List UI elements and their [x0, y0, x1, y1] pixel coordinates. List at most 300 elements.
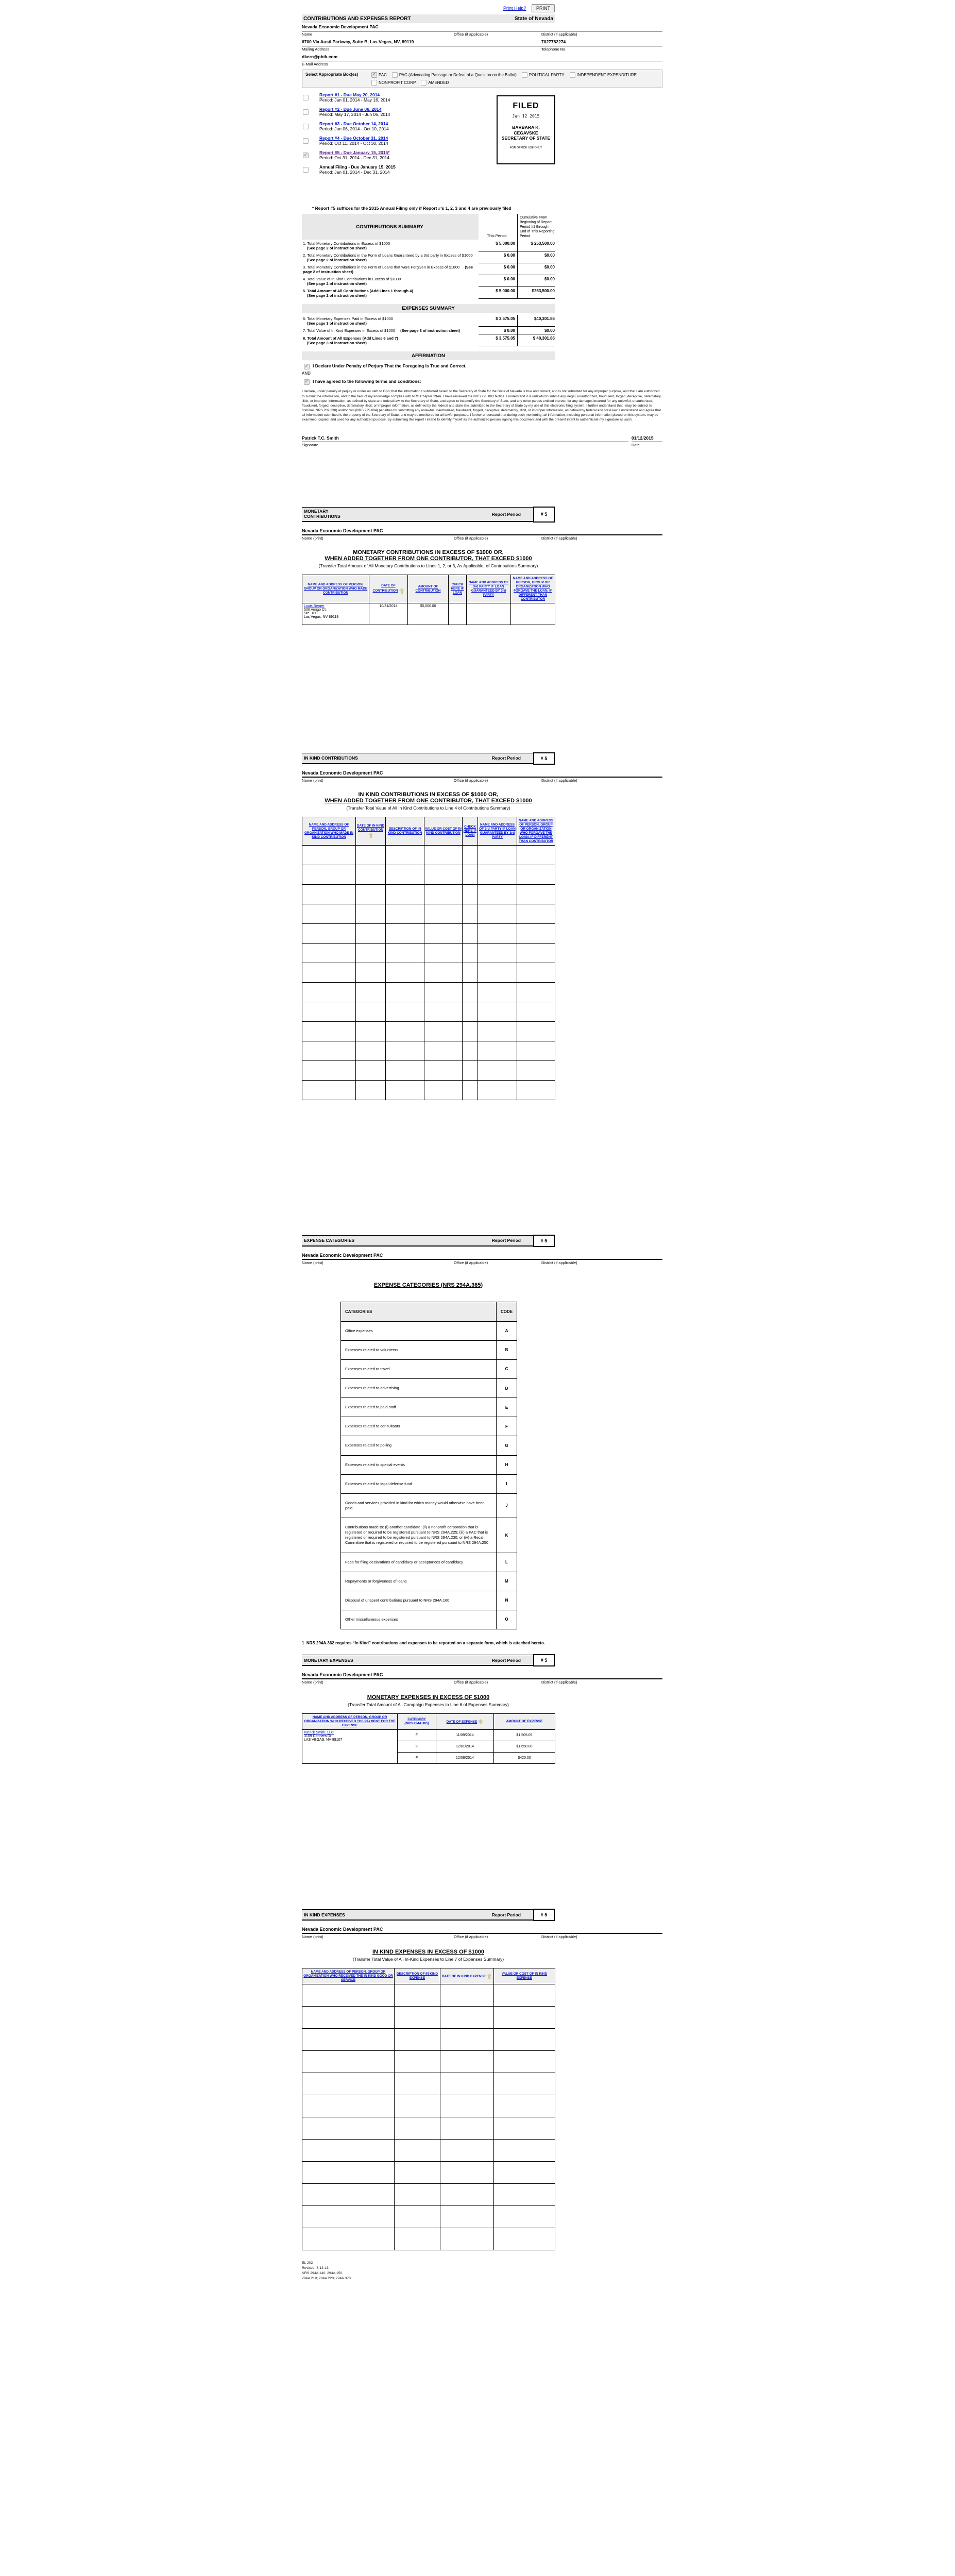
empty-cell	[494, 2051, 555, 2073]
page-monetary-expenses	[302, 1655, 662, 1764]
summary-row-3	[302, 263, 555, 275]
expense-category-cell: F	[398, 1741, 436, 1753]
empty-cell	[356, 845, 386, 865]
empty-cell	[440, 2206, 494, 2228]
pac-ballot-checkbox[interactable]	[392, 72, 398, 78]
empty-cell	[463, 923, 478, 943]
empty-cell	[478, 943, 517, 963]
column-header-amount[interactable]: AMOUNT OF EXPENSE	[494, 1714, 555, 1730]
empty-cell	[395, 2184, 440, 2206]
category-code: C	[497, 1359, 517, 1378]
cumulative-amount: $40,301.86	[518, 315, 555, 327]
expense-date-cell: 12/01/2014	[436, 1741, 494, 1753]
empty-cell	[356, 963, 386, 982]
district-label: District (if applicable)	[541, 1260, 577, 1265]
section-bar-label: MONETARY EXPENSES	[304, 1657, 353, 1663]
and-label: AND	[302, 371, 311, 376]
report-4-link[interactable]: Report #4 - Due October 31, 2014	[319, 136, 388, 141]
select-box-label: Select Appropriate Box(es)	[305, 72, 359, 77]
empty-row	[302, 1984, 555, 2007]
empty-cell	[302, 1080, 356, 1100]
category-row	[341, 1572, 517, 1591]
mailing-address-label: Mailing Address	[302, 47, 329, 52]
column-header-loan-forgiver[interactable]: NAME AND ADDRESS OF PERSON, GROUP OR ORGANIZATION WHO FORGAVE THE LOAN, IF DIFFERENT THAN CONTRIBUTOR	[511, 575, 555, 603]
empty-cell	[395, 2029, 440, 2051]
empty-cell	[386, 1002, 424, 1021]
empty-cell	[478, 1041, 517, 1060]
category-row	[341, 1379, 517, 1398]
option-nonprofit-corp[interactable]	[371, 80, 416, 86]
column-header-value[interactable]: VALUE OR COST OF IN KIND EXPENSE	[494, 1968, 555, 1984]
empty-cell	[302, 2051, 395, 2073]
section-bar	[302, 753, 555, 764]
empty-row	[302, 982, 555, 1002]
empty-cell	[302, 923, 356, 943]
cumulative-column-header: Cumulative From Beginning of Report Period #1 through End of This Reporting Period	[520, 216, 555, 239]
empty-cell	[386, 884, 424, 904]
state-label: State of Nevada	[514, 16, 553, 22]
cumulative-amount: $0.00	[518, 327, 555, 334]
form-statutes-line1: NRS 294A.140; 294A.150;	[302, 2271, 344, 2275]
summary-row-8	[302, 334, 555, 346]
empty-cell	[424, 845, 463, 865]
empty-cell	[395, 2051, 440, 2073]
filing-document	[302, 0, 662, 2281]
empty-cell	[517, 865, 555, 884]
empty-cell	[517, 1060, 555, 1080]
option-pac-ballot[interactable]	[392, 72, 517, 78]
empty-cell	[517, 845, 555, 865]
empty-cell	[386, 1041, 424, 1060]
empty-cell	[463, 963, 478, 982]
empty-cell	[386, 865, 424, 884]
category-label: Expenses related to paid staff	[341, 1398, 497, 1417]
entity-strip	[302, 1253, 662, 1267]
report-period-label: Report Period	[491, 1657, 521, 1663]
expense-amount-cell: $1,505.05	[494, 1730, 555, 1741]
expense-amount-cell: $1,650.00	[494, 1741, 555, 1753]
report-3-link[interactable]: Report #3 - Due October 14, 2014	[319, 121, 388, 126]
empty-cell	[302, 1984, 395, 2007]
office-label: Office (if applicable)	[454, 1260, 488, 1265]
empty-cell	[302, 1060, 356, 1080]
category-label: Goods and services provided in kind for which money would otherwise have been paid	[341, 1493, 497, 1518]
this-period-amount: $ 0.00	[479, 251, 518, 263]
category-row	[341, 1340, 517, 1359]
entity-strip	[302, 1927, 662, 1941]
report-title-bar	[302, 14, 555, 23]
category-row	[341, 1518, 517, 1553]
empty-cell	[395, 2162, 440, 2184]
row-sublabel: (See page 2 of instruction sheet)	[303, 265, 473, 275]
empty-cell	[478, 845, 517, 865]
office-label: Office (if applicable)	[454, 1934, 488, 1940]
empty-row	[302, 1021, 555, 1041]
report-2-link[interactable]: Report #2 - Due June 06, 2014	[319, 107, 382, 112]
empty-row	[302, 2206, 555, 2228]
empty-cell	[463, 904, 478, 923]
empty-cell	[440, 2029, 494, 2051]
category-code: M	[497, 1572, 517, 1591]
office-use-label: FOR OFFICE USE ONLY	[509, 146, 542, 149]
row-label: 3. Total Monetary Contributions in the Form of Loans that were Forgiven in Excess of $1000	[303, 265, 460, 270]
column-header-3rd-party[interactable]: NAME AND ADDRESS OF 3rd PARTY IF LOAN GUARANTEED BY 3rd PARTY	[467, 575, 511, 603]
empty-cell	[302, 2184, 395, 2206]
sort-ascending-icon[interactable]	[478, 1719, 483, 1725]
column-header-category[interactable]: CATEGORY (NRS 294A.365)	[398, 1714, 436, 1730]
declare-checkbox[interactable]	[304, 364, 310, 369]
column-header-loan-check[interactable]: CHECK HERE IF LOAN	[449, 575, 467, 603]
empty-cell	[302, 963, 356, 982]
annual-filing-checkbox[interactable]	[303, 167, 309, 173]
empty-cell	[463, 884, 478, 904]
empty-cell	[440, 2095, 494, 2117]
empty-row	[302, 1041, 555, 1060]
report-title: CONTRIBUTIONS AND EXPENSES REPORT	[303, 16, 411, 22]
empty-cell	[517, 904, 555, 923]
empty-cell	[424, 1080, 463, 1100]
print-help-link[interactable]: Print Help?	[503, 6, 526, 11]
empty-cell	[478, 1080, 517, 1100]
sort-ascending-icon[interactable]	[399, 588, 404, 594]
name-print-label: Name (print)	[302, 1680, 323, 1685]
category-statute-note: (NRS 294A.365)	[404, 1722, 429, 1726]
filed-stamp-date: Jan 12 2015	[512, 114, 540, 119]
empty-cell	[440, 2007, 494, 2029]
column-header-loan-forgiver[interactable]: NAME AND ADDRESS OF PERSON, GROUP OR ORGANIZATION WHO FORGAVE THE LOAN, IF DIFFERENT THAN CONTRIBUTOR	[517, 817, 555, 845]
signature-date-value: 01/12/2015	[632, 435, 662, 442]
empty-cell	[356, 1002, 386, 1021]
empty-cell	[386, 904, 424, 923]
column-header-value[interactable]: VALUE OR COST OF IN KIND CONTRIBUTION	[424, 817, 463, 845]
empty-cell	[494, 2117, 555, 2140]
district-label: District (if applicable)	[541, 1680, 577, 1685]
empty-cell	[463, 943, 478, 963]
category-row	[341, 1493, 517, 1518]
empty-row	[302, 2095, 555, 2117]
expense-category-cell: F	[398, 1730, 436, 1741]
this-period-amount: $ 0.00	[479, 275, 518, 287]
report-3-checkbox[interactable]	[303, 124, 309, 129]
expenses-summary	[302, 315, 555, 346]
column-header-amount[interactable]: AMOUNT OF CONTRIBUTION	[408, 575, 449, 603]
agree-label: I have agreed to the following terms and conditions:	[313, 379, 421, 384]
category-code: L	[497, 1553, 517, 1572]
affirmation-agree-row	[302, 379, 662, 385]
section-bar-label: IN KIND EXPENSES	[304, 1912, 345, 1917]
summary-row-1	[302, 240, 555, 251]
section-heading-line1: MONETARY CONTRIBUTIONS IN EXCESS OF $1000 OR,	[353, 549, 504, 555]
category-code: K	[497, 1518, 517, 1553]
row-sublabel: (See page 2 of instruction sheet)	[307, 246, 367, 251]
empty-cell	[517, 923, 555, 943]
name-print-label: Name (print)	[302, 1934, 323, 1940]
sort-ascending-icon[interactable]	[487, 1974, 492, 1979]
report-1-link[interactable]: Report #1 - Due May 20, 2014	[319, 92, 380, 97]
telephone-label: Telephone No.	[541, 47, 567, 52]
empty-row	[302, 845, 555, 865]
empty-cell	[302, 2007, 395, 2029]
report-item-3	[302, 121, 662, 132]
category-label: Expenses related to polling	[341, 1436, 497, 1455]
column-header-contributor[interactable]: NAME AND ADDRESS OF PERSON, GROUP OR ORGANIZATION WHO MADE CONTRIBUTION	[302, 575, 369, 603]
empty-row	[302, 904, 555, 923]
payee-name-link[interactable]: Patrick Smith, LLC	[304, 1731, 334, 1735]
section-bar-label: MONETARY CONTRIBUTIONS	[304, 509, 340, 519]
empty-row	[302, 884, 555, 904]
empty-cell	[302, 2228, 395, 2250]
contributor-address-line: Las Vegas, NV 89119	[304, 615, 339, 619]
office-label: Office (if applicable)	[454, 778, 488, 783]
affirmation-declare-row	[302, 363, 662, 369]
empty-cell	[395, 1984, 440, 2007]
column-header-description[interactable]: DESCRIPTION OF IN KIND EXPENSE	[395, 1968, 440, 1984]
empty-cell	[463, 1021, 478, 1041]
monetary-contributions-table	[302, 575, 555, 625]
empty-cell	[356, 865, 386, 884]
empty-cell	[395, 2007, 440, 2029]
column-header-date[interactable]: DATE OF EXPENSE	[436, 1714, 494, 1730]
this-period-amount: $ 5,000.00	[479, 240, 518, 251]
empty-cell	[517, 1080, 555, 1100]
print-button[interactable]: PRINT	[532, 4, 555, 12]
this-period-amount: $ 0.00	[479, 327, 518, 334]
category-row	[341, 1359, 517, 1378]
telephone-value: 7027782274	[541, 39, 566, 44]
report-5-link[interactable]: Report #5 - Due January 15, 2015*	[319, 150, 390, 155]
empty-cell	[494, 2206, 555, 2228]
category-code: D	[497, 1379, 517, 1398]
category-code: B	[497, 1340, 517, 1359]
empty-cell	[494, 2029, 555, 2051]
empty-row	[302, 1002, 555, 1021]
expense-categories-table	[340, 1302, 517, 1629]
empty-cell	[478, 1021, 517, 1041]
empty-cell	[440, 2117, 494, 2140]
report-number-box: # 5	[533, 507, 555, 523]
row-sublabel: (See page 2 of instruction sheet)	[307, 293, 367, 298]
section-subtitle: (Transfer Total Amount of All Campaign Expenses to Line 6 of Expenses Summary)	[348, 1702, 509, 1708]
column-header-payee[interactable]: NAME AND ADDRESS OF PERSON, GROUP OR ORGANIZATION WHO RECEIVED THE PAYMENT FOR THE EXPENSE	[302, 1714, 398, 1730]
signature-block	[302, 435, 662, 447]
cumulative-amount: $ 253,500.00	[518, 240, 555, 251]
row-label: 1. Total Monetary Contributions in Excess of $1000	[303, 241, 390, 246]
empty-cell	[517, 963, 555, 982]
option-amended[interactable]	[421, 80, 449, 86]
loan-check-cell	[449, 603, 467, 625]
empty-row	[302, 2228, 555, 2250]
empty-cell	[302, 2140, 395, 2162]
district-label: District (if applicable)	[541, 1934, 577, 1940]
entity-strip	[302, 528, 662, 542]
page-expense-categories	[302, 1235, 662, 1645]
report-4-checkbox[interactable]	[303, 138, 309, 144]
signature-label: Signature	[302, 443, 319, 448]
empty-cell	[440, 2073, 494, 2095]
empty-cell	[302, 2029, 395, 2051]
report-3-period: Period: Jun 06, 2014 - Oct 10, 2014	[319, 126, 389, 131]
contributor-name-link[interactable]: Louis Berger	[304, 604, 325, 608]
empty-row	[302, 2162, 555, 2184]
empty-cell	[395, 2095, 440, 2117]
category-row	[341, 1455, 517, 1474]
empty-cell	[302, 2162, 395, 2184]
column-header-code: CODE	[497, 1302, 517, 1321]
annual-filing-title: Annual Filing - Due January 15, 2015	[319, 164, 396, 170]
column-header-loan-check[interactable]: CHECK HERE IF LOAN	[463, 817, 478, 845]
empty-cell	[517, 884, 555, 904]
amended-label: AMENDED	[428, 80, 449, 85]
empty-cell	[356, 943, 386, 963]
category-code: J	[497, 1493, 517, 1518]
table-header-row	[302, 1714, 555, 1730]
entity-name-value: Nevada Economic Development PAC	[302, 770, 662, 778]
column-header-categories: CATEGORIES	[341, 1302, 497, 1321]
column-header-description[interactable]: DESCRIPTION OF IN KIND CONTRIBUTION	[386, 817, 424, 845]
column-header-date[interactable]: DATE OF CONTRIBUTION	[369, 575, 408, 603]
form-footer	[302, 2261, 662, 2281]
option-political-party[interactable]	[522, 72, 565, 78]
empty-cell	[517, 1021, 555, 1041]
office-label: Office (if applicable)	[454, 535, 488, 541]
table-header-row	[302, 1968, 555, 1984]
empty-cell	[478, 982, 517, 1002]
this-period-column-header: This Period	[479, 214, 518, 240]
pac-checkbox[interactable]	[371, 72, 377, 78]
empty-cell	[302, 1041, 356, 1060]
expenses-summary-title: EXPENSES SUMMARY	[302, 304, 555, 313]
empty-cell	[517, 1002, 555, 1021]
empty-cell	[424, 982, 463, 1002]
page-in-kind-contributions	[302, 753, 662, 1100]
summary-row-4	[302, 275, 555, 287]
empty-cell	[463, 1080, 478, 1100]
form-number: EL 202	[302, 2261, 313, 2265]
email-strip	[302, 54, 662, 68]
empty-cell	[494, 1984, 555, 2007]
contributor-address-line: 500 Amigo Ct.	[304, 608, 327, 612]
this-period-amount: $ 5,000.00	[479, 287, 518, 299]
empty-cell	[440, 2162, 494, 2184]
category-code: N	[497, 1591, 517, 1610]
sort-ascending-icon[interactable]	[368, 833, 373, 838]
section-heading: IN KIND EXPENSES IN EXCESS OF $1000	[372, 1949, 485, 1956]
empty-cell	[440, 1984, 494, 2007]
report-item-2	[302, 107, 662, 117]
expense-category-cell: F	[398, 1753, 436, 1764]
empty-cell	[424, 1041, 463, 1060]
3rd-party-cell	[467, 603, 511, 625]
empty-cell	[463, 1002, 478, 1021]
option-independent-expenditure[interactable]	[570, 72, 637, 78]
empty-cell	[424, 943, 463, 963]
report-number-box: # 5	[533, 1654, 555, 1666]
summary-row-2	[302, 251, 555, 263]
empty-cell	[494, 2095, 555, 2117]
empty-cell	[463, 845, 478, 865]
entity-strip	[302, 770, 662, 784]
contributor-address-line: Ste. 100	[304, 611, 318, 615]
political-party-checkbox[interactable]	[522, 72, 527, 78]
empty-row	[302, 2029, 555, 2051]
column-header-3rd-party[interactable]: NAME AND ADDRESS OF 3rd PARTY IF LOAN GUARANTEED BY 3rd PARTY	[478, 817, 517, 845]
summary-row-5	[302, 287, 555, 299]
empty-cell	[386, 845, 424, 865]
empty-cell	[494, 2162, 555, 2184]
column-header-recipient[interactable]: NAME AND ADDRESS OF PERSON, GROUP OR ORGANIZATION WHO RECEIVED THE IN KIND GOOD OR SERVICE	[302, 1968, 395, 1984]
report-2-checkbox[interactable]	[303, 109, 309, 115]
office-label: Office (if applicable)	[454, 1680, 488, 1685]
report-5-checkbox[interactable]	[303, 153, 309, 158]
contribution-amount-cell: $5,000.00	[408, 603, 449, 625]
category-row	[341, 1610, 517, 1629]
district-label: District (if applicable)	[541, 535, 577, 541]
option-pac[interactable]	[371, 72, 387, 78]
empty-row	[302, 2184, 555, 2206]
empty-cell	[395, 2140, 440, 2162]
column-header-contributor[interactable]: NAME AND ADDRESS OF PERSON, GROUP OR ORGANIZATION WHO MADE IN KIND CONTRIBUTION	[302, 817, 356, 845]
category-row	[341, 1591, 517, 1610]
in-kind-footnote: 1 NRS 294A.362 requires “In Kind” contributions and expenses to be reported on a separate form, which is attached hereto.	[302, 1641, 545, 1646]
row-label: 7. Total Value of In Kind Expenses in Excess of $1000	[303, 328, 396, 333]
empty-cell	[517, 982, 555, 1002]
section-heading-line2: WHEN ADDED TOGETHER FROM ONE CONTRIBUTOR, THAT EXCEED $1000	[325, 555, 532, 562]
category-row	[341, 1321, 517, 1340]
empty-row	[302, 963, 555, 982]
report-item-annual	[302, 164, 662, 175]
row-label: 6. Total Monetary Expenses Paid in Excess of $1000	[303, 316, 393, 322]
contributions-summary-title: CONTRIBUTIONS SUMMARY	[302, 214, 479, 240]
section-subtitle: (Transfer Total Value of All In-Kind Expenses to Line 7 of Expenses Summary)	[352, 1957, 504, 1962]
category-code: O	[497, 1610, 517, 1629]
empty-cell	[424, 904, 463, 923]
empty-cell	[302, 2206, 395, 2228]
column-header-date[interactable]: DATE OF IN KIND CONTRIBUTION	[356, 817, 386, 845]
empty-cell	[463, 982, 478, 1002]
category-label: Contributions made to: (i) another candidate; (ii) a nonprofit corporation that is registered or required to be registered pursuant to NRS 294A.225; (iii) a PAC that is registered or required to be registered pursuant to NRS 294A.230; or (iv) a Recall Committee that is registered or required to be registered pursuant to NRS 294A.250	[341, 1518, 497, 1553]
agree-checkbox[interactable]	[304, 379, 310, 385]
independent-expenditure-checkbox[interactable]	[570, 72, 575, 78]
empty-row	[302, 1080, 555, 1100]
cumulative-amount: $253,500.00	[518, 287, 555, 299]
report-period-label: Report Period	[491, 511, 521, 517]
empty-cell	[386, 923, 424, 943]
category-row	[341, 1398, 517, 1417]
empty-cell	[386, 943, 424, 963]
section-heading: EXPENSE CATEGORIES (NRS 294A.365)	[373, 1282, 483, 1288]
empty-cell	[478, 904, 517, 923]
form-statutes-line2: 294A.210; 294A.220; 294A.373	[302, 2276, 351, 2280]
empty-cell	[463, 865, 478, 884]
empty-cell	[463, 1060, 478, 1080]
empty-row	[302, 2051, 555, 2073]
empty-cell	[302, 2073, 395, 2095]
empty-cell	[440, 2140, 494, 2162]
empty-cell	[494, 2073, 555, 2095]
section-heading: MONETARY EXPENSES IN EXCESS OF $1000	[367, 1694, 490, 1701]
empty-cell	[356, 1041, 386, 1060]
report-1-checkbox[interactable]	[303, 95, 309, 100]
row-sublabel: (See page 3 of instruction sheet)	[307, 341, 367, 346]
row-sublabel: (See page 2 of instruction sheet)	[307, 281, 367, 287]
amended-checkbox[interactable]	[421, 80, 427, 86]
column-header-date[interactable]: DATE OF IN KIND EXPENSE	[440, 1968, 494, 1984]
table-header-row	[302, 817, 555, 845]
empty-row	[302, 2140, 555, 2162]
nonprofit-corp-checkbox[interactable]	[371, 80, 377, 86]
section-bar	[302, 1655, 555, 1666]
empty-cell	[494, 2184, 555, 2206]
